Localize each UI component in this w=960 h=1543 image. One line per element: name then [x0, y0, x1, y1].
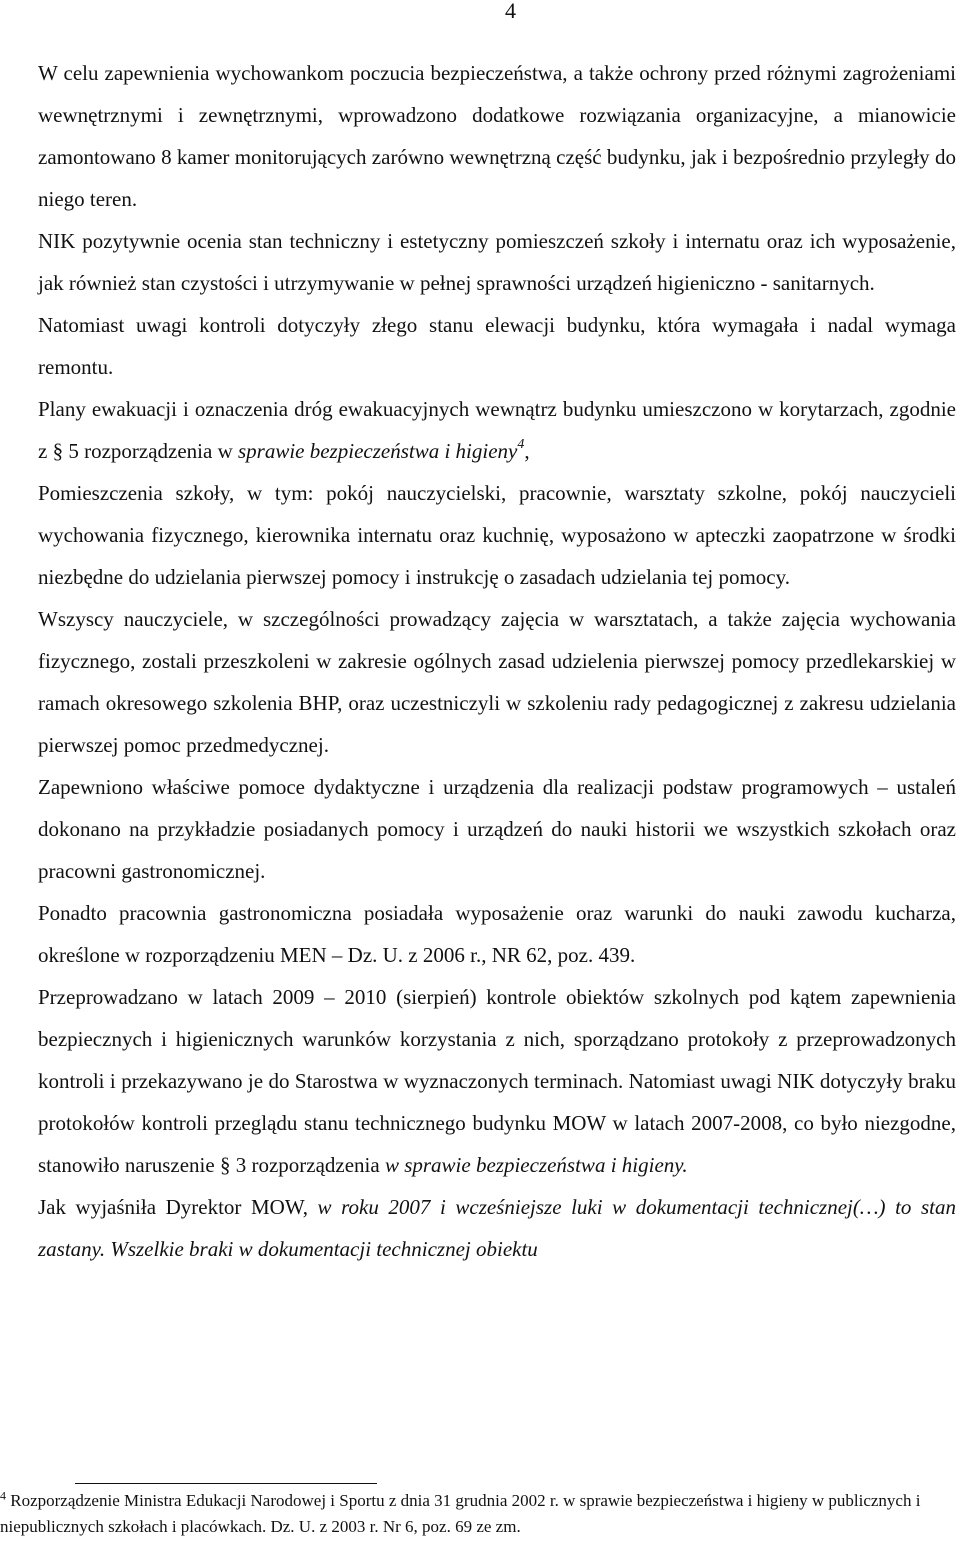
director-quote-italic: w roku 2007 i wcześniejsze luki w dokumentacji technicznej(…) to stan zastany. Wszelkie braki w dokumentacji technicznej obiektu: [38, 1195, 957, 1261]
document-body: [38, 52, 956, 1270]
paragraph-text: Jak wyjaśniła Dyrektor MOW,: [38, 1195, 318, 1219]
footnote-marker: 4: [0, 1488, 6, 1503]
footnote-reference[interactable]: 4: [517, 437, 525, 452]
paragraph-monitoring: W celu zapewnienia wychowankom poczucia bezpieczeństwa, a także ochrony przed różnymi zagrożeniami wewnętrznymi i zewnętrznymi, wprowadzono dodatkowe rozwiązania organizacyjne, a mianowicie zamontowano 8 kamer monitorujących zarówno wewnętrzną część budynku, jak i bezpośrednio przyległy do niego teren.: [38, 61, 956, 211]
footnote-text: [0, 1488, 958, 1540]
paragraph-nik-assessment: NIK pozytywnie ocenia stan techniczny i estetyczny pomieszczeń szkoły i internatu oraz ich wyposażenie, jak również stan czystości i utrzymywanie w pełnej sprawności urządzeń higieniczno - sanitarnych.: [38, 229, 956, 295]
paragraph-facade-remarks: Natomiast uwagi kontroli dotyczyły złego stanu elewacji budynku, która wymagała i nadal wymaga remontu.: [38, 313, 956, 379]
paragraph-gastronomy-lab: Ponadto pracownia gastronomiczna posiadała wyposażenie oraz warunki do nauki zawodu kucharza, określone w rozporządzeniu MEN – Dz. U. z 2006 r., NR 62, poz. 439.: [38, 901, 956, 967]
paragraph-first-aid-kits: Pomieszczenia szkoły, w tym: pokój nauczycielski, pracownie, warsztaty szkolne, pokój nauczycieli wychowania fizycznego, kierownika internatu oraz kuchnię, wyposażono w apteczki zaopatrzone w środki niezbędne do udzielania pierwszej pomocy i instrukcję o zasadach udzielania tej pomocy.: [38, 481, 956, 589]
regulation-title-italic: sprawie bezpieczeństwa i higieny: [237, 439, 518, 463]
paragraph-evacuation-plans: [38, 388, 956, 472]
paragraph-inspections: [38, 976, 956, 1186]
paragraph-text: Przeprowadzano w latach 2009 – 2010 (sierpień) kontrole obiektów szkolnych pod kątem zapewnienia bezpiecznych i higienicznych warunków korzystania z nich, sporządzano protokoły z przeprowadzonych kontroli i przekazywano je do Starostwa w wyznaczonych terminach. Natomiast uwagi NIK dotyczyły braku protokołów kontroli przeglądu stanu technicznego budynku MOW w latach 2007-2008, co było niezgodne, stanowiło naruszenie § 3 rozporządzenia: [38, 985, 956, 1177]
paragraph-text: Plany ewakuacji i oznaczenia dróg ewakuacyjnych wewnątrz budynku umieszczono w korytarzach, zgodnie z § 5 rozporządzenia w: [38, 397, 956, 463]
regulation-title-italic: w sprawie bezpieczeństwa i higieny.: [384, 1153, 688, 1177]
page-number: 4: [505, 0, 516, 23]
paragraph-teaching-aids: Zapewniono właściwe pomoce dydaktyczne i urządzenia dla realizacji podstaw programowych – ustaleń dokonano na przykładzie posiadanych pomocy i urządzeń do nauki historii we wszystkich szkołach oraz pracowni gastronomicznej.: [38, 775, 956, 883]
paragraph-director-explanation: [38, 1186, 956, 1270]
footnote-body: Rozporządzenie Ministra Edukacji Narodowej i Sportu z dnia 31 grudnia 2002 r. w sprawie bezpieczeństwa i higieny w publicznych i niepublicznych szkołach i placówkach. Dz. U. z 2003 r. Nr 6, poz. 69 ze zm.: [0, 1491, 921, 1536]
footnote-separator: [75, 1483, 377, 1484]
footnote: [0, 1488, 958, 1540]
paragraph-text: ,: [524, 439, 530, 463]
paragraph-teacher-training: Wszyscy nauczyciele, w szczególności prowadzący zajęcia w warsztatach, a także zajęcia wychowania fizycznego, zostali przeszkoleni w zakresie ogólnych zasad udzielenia pierwszej pomocy przedlekarskiej w ramach okresowego szkolenia BHP, oraz uczestniczyli w szkoleniu rady pedagogicznej z zakresu udzielania pierwszej pomoc przedmedycznej.: [38, 607, 956, 757]
